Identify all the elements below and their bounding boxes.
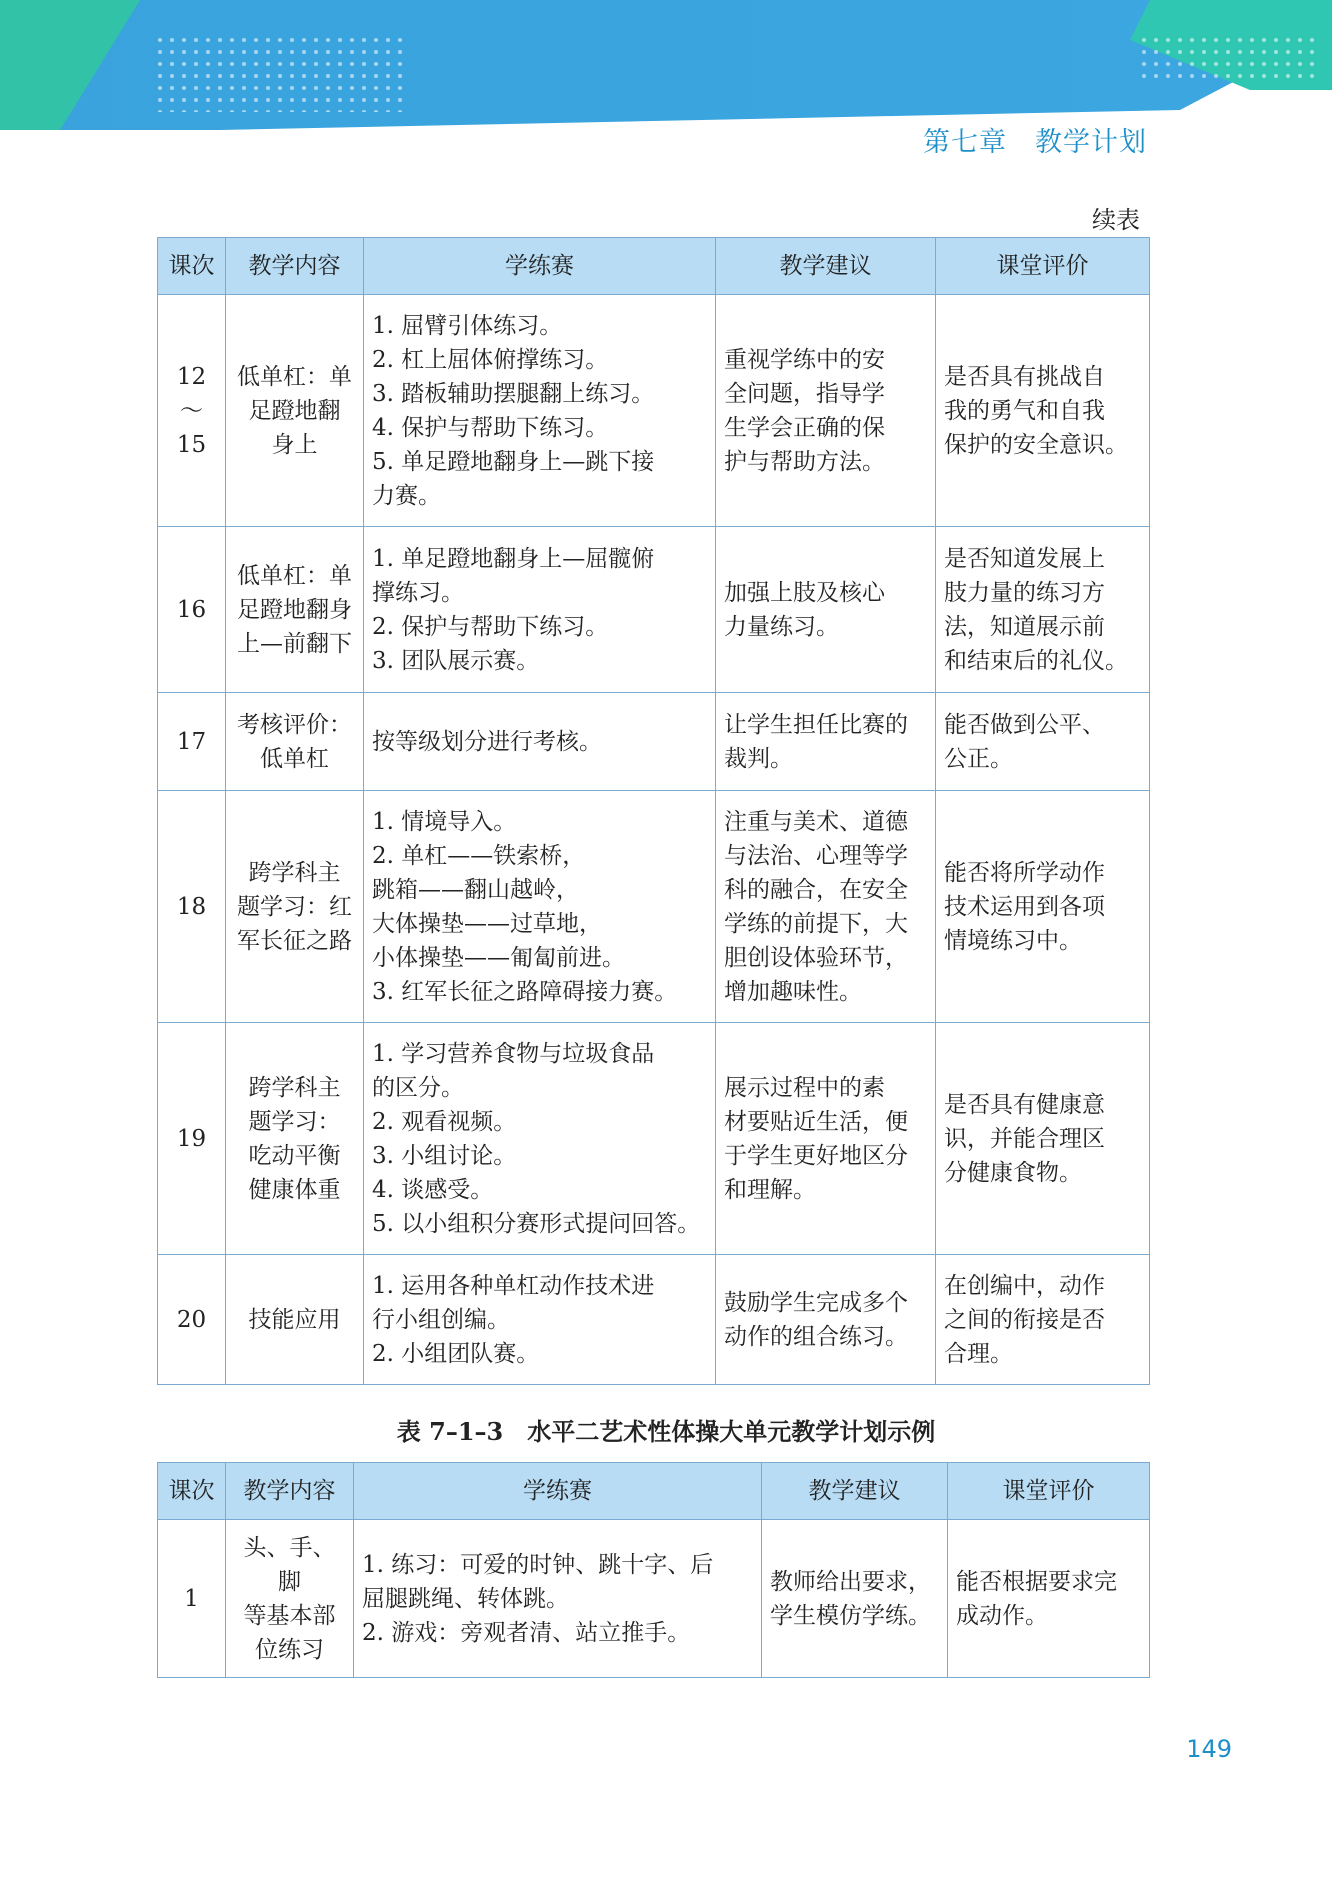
evaluation-cell-line: 在创编中，动作 bbox=[944, 1272, 1105, 1299]
suggestion-cell-line: 和理解。 bbox=[724, 1176, 816, 1203]
content-cell-line: 题学习： bbox=[248, 1108, 341, 1135]
lesson-cell bbox=[158, 295, 226, 527]
evaluation-cell-line: 能否做到公平、 bbox=[944, 711, 1105, 738]
lesson-cell bbox=[158, 1023, 226, 1255]
evaluation-cell-line: 情境练习中。 bbox=[944, 927, 1082, 954]
content-cell-line: 军长征之路 bbox=[237, 927, 352, 954]
evaluation-cell-line: 法，知道展示前 bbox=[944, 613, 1105, 640]
suggestion-cell bbox=[716, 527, 936, 693]
practice-cell bbox=[354, 1520, 762, 1678]
practice-cell-line: 2. 保护与帮助下练习。 bbox=[372, 613, 609, 640]
evaluation-cell-line: 我的勇气和自我 bbox=[944, 397, 1105, 424]
content-cell bbox=[226, 1255, 364, 1385]
practice-cell-line: 3. 踏板辅助摆腿翻上练习。 bbox=[372, 380, 655, 407]
lesson-cell bbox=[158, 1255, 226, 1385]
practice-cell bbox=[364, 527, 716, 693]
content-cell-line: 低单杠：单 bbox=[237, 363, 352, 390]
suggestion-cell bbox=[762, 1520, 948, 1678]
evaluation-cell bbox=[936, 1023, 1150, 1255]
practice-cell bbox=[364, 295, 716, 527]
table-body bbox=[158, 295, 1150, 1385]
suggestion-cell-line: 科的融合，在安全 bbox=[724, 876, 908, 903]
suggestion-cell bbox=[716, 1023, 936, 1255]
suggestion-cell bbox=[716, 791, 936, 1023]
lesson-cell bbox=[158, 527, 226, 693]
practice-cell-line: 2. 小组团队赛。 bbox=[372, 1340, 540, 1367]
practice-cell-line: 3. 小组讨论。 bbox=[372, 1142, 517, 1169]
practice-cell-line: 1. 学习营养食物与垃圾食品 bbox=[372, 1040, 655, 1067]
lesson-cell-line: 17 bbox=[176, 728, 207, 755]
header-evaluation: 课堂评价 bbox=[936, 238, 1150, 295]
header-evaluation: 课堂评价 bbox=[948, 1463, 1150, 1520]
practice-cell-line: 屈腿跳绳、转体跳。 bbox=[362, 1585, 569, 1612]
suggestion-cell bbox=[716, 693, 936, 791]
suggestion-cell-line: 加强上肢及核心 bbox=[724, 579, 885, 606]
content-cell-line: 足蹬地翻身 bbox=[237, 596, 352, 623]
table-row bbox=[158, 295, 1150, 527]
content-cell-line: 上—前翻下 bbox=[237, 630, 352, 657]
lesson-cell-line: 1 bbox=[184, 1585, 199, 1612]
lesson-cell-line: 18 bbox=[176, 893, 207, 920]
evaluation-cell bbox=[948, 1520, 1150, 1678]
suggestion-cell-line: 学练的前提下，大 bbox=[724, 910, 908, 937]
lesson-plan-table-continued bbox=[157, 237, 1150, 1385]
practice-cell-line: 4. 谈感受。 bbox=[372, 1176, 494, 1203]
practice-cell bbox=[364, 1023, 716, 1255]
evaluation-cell bbox=[936, 527, 1150, 693]
practice-cell-line: 1. 练习：可爱的时钟、跳十字、后 bbox=[362, 1551, 714, 1578]
content-cell-line: 吃动平衡 bbox=[248, 1142, 341, 1169]
content-cell-line: 位练习 bbox=[255, 1636, 324, 1663]
suggestion-cell bbox=[716, 295, 936, 527]
evaluation-cell bbox=[936, 1255, 1150, 1385]
content-cell-line: 等基本部 bbox=[243, 1602, 336, 1629]
header-suggestion: 教学建议 bbox=[762, 1463, 948, 1520]
evaluation-cell-line: 公正。 bbox=[944, 745, 1013, 772]
lesson-cell-line: 15 bbox=[176, 431, 207, 458]
table-body bbox=[158, 1520, 1150, 1678]
practice-cell-line: 撑练习。 bbox=[372, 579, 464, 606]
suggestion-cell-line: 动作的组合练习。 bbox=[724, 1323, 908, 1350]
table-header-row bbox=[158, 238, 1150, 295]
suggestion-cell-line: 生学会正确的保 bbox=[724, 414, 885, 441]
evaluation-cell-line: 是否知道发展上 bbox=[944, 545, 1105, 572]
lesson-cell-line: ～ bbox=[180, 397, 203, 424]
lesson-cell-line: 12 bbox=[176, 363, 207, 390]
artistic-gymnastics-plan-table bbox=[157, 1462, 1150, 1678]
practice-cell-line: 按等级划分进行考核。 bbox=[372, 728, 602, 755]
table-row bbox=[158, 1520, 1150, 1678]
table-row bbox=[158, 791, 1150, 1023]
content-cell bbox=[226, 791, 364, 1023]
evaluation-cell-line: 肢力量的练习方 bbox=[944, 579, 1105, 606]
header-practice: 学练赛 bbox=[364, 238, 716, 295]
practice-cell-line: 2. 游戏：旁观者清、站立推手。 bbox=[362, 1619, 691, 1646]
table-row bbox=[158, 1023, 1150, 1255]
practice-cell-line: 2. 杠上屈体俯撑练习。 bbox=[372, 346, 609, 373]
suggestion-cell-line: 力量练习。 bbox=[724, 613, 839, 640]
content-cell bbox=[226, 295, 364, 527]
lesson-cell bbox=[158, 1520, 226, 1678]
content-cell-line: 跨学科主 bbox=[248, 1074, 341, 1101]
evaluation-cell-line: 分健康食物。 bbox=[944, 1159, 1082, 1186]
evaluation-cell-line: 成动作。 bbox=[956, 1602, 1048, 1629]
practice-cell-line: 5. 单足蹬地翻身上—跳下接 bbox=[372, 448, 655, 475]
table-caption: 表 7–1–3 水平二艺术性体操大单元教学计划示例 bbox=[396, 1417, 936, 1446]
evaluation-cell-line: 合理。 bbox=[944, 1340, 1013, 1367]
suggestion-cell-line: 全问题，指导学 bbox=[724, 380, 885, 407]
header-content: 教学内容 bbox=[226, 238, 364, 295]
lesson-cell-line: 20 bbox=[176, 1306, 207, 1333]
content-cell bbox=[226, 1520, 354, 1678]
header-practice: 学练赛 bbox=[354, 1463, 762, 1520]
practice-cell bbox=[364, 693, 716, 791]
suggestion-cell-line: 注重与美术、道德 bbox=[724, 808, 908, 835]
lesson-cell bbox=[158, 693, 226, 791]
practice-cell-line: 1. 运用各种单杠动作技术进 bbox=[372, 1272, 655, 1299]
suggestion-cell-line: 裁判。 bbox=[724, 745, 793, 772]
evaluation-cell-line: 识，并能合理区 bbox=[944, 1125, 1105, 1152]
content-cell-line: 头、手、脚 bbox=[243, 1534, 336, 1595]
evaluation-cell-line: 保护的安全意识。 bbox=[944, 431, 1128, 458]
practice-cell-line: 的区分。 bbox=[372, 1074, 464, 1101]
practice-cell-line: 2. 观看视频。 bbox=[372, 1108, 517, 1135]
lesson-cell-line: 19 bbox=[176, 1125, 207, 1152]
content-cell bbox=[226, 693, 364, 791]
practice-cell-line: 1. 单足蹬地翻身上—屈髋俯 bbox=[372, 545, 655, 572]
evaluation-cell-line: 是否具有健康意 bbox=[944, 1091, 1105, 1118]
table-row bbox=[158, 693, 1150, 791]
practice-cell-line: 小体操垫——匍匐前进。 bbox=[372, 944, 625, 971]
evaluation-cell-line: 能否将所学动作 bbox=[944, 859, 1105, 886]
continued-label: 续表 bbox=[1092, 206, 1140, 234]
header-content: 教学内容 bbox=[226, 1463, 354, 1520]
evaluation-cell bbox=[936, 693, 1150, 791]
table-row bbox=[158, 527, 1150, 693]
evaluation-cell-line: 技术运用到各项 bbox=[944, 893, 1105, 920]
suggestion-cell-line: 增加趣味性。 bbox=[724, 978, 862, 1005]
practice-cell-line: 力赛。 bbox=[372, 482, 441, 509]
evaluation-cell-line: 之间的衔接是否 bbox=[944, 1306, 1105, 1333]
table-row bbox=[158, 1255, 1150, 1385]
content-cell bbox=[226, 527, 364, 693]
practice-cell-line: 行小组创编。 bbox=[372, 1306, 510, 1333]
header-lesson: 课次 bbox=[158, 238, 226, 295]
suggestion-cell-line: 护与帮助方法。 bbox=[724, 448, 885, 475]
suggestion-cell-line: 让学生担任比赛的 bbox=[724, 711, 908, 738]
header-banner bbox=[0, 0, 1332, 130]
suggestion-cell bbox=[716, 1255, 936, 1385]
content-cell bbox=[226, 1023, 364, 1255]
table-header-row bbox=[158, 1463, 1150, 1520]
content-cell-line: 跨学科主 bbox=[248, 859, 341, 886]
page-number: 149 bbox=[1186, 1735, 1232, 1763]
content-cell-line: 题学习：红 bbox=[237, 893, 352, 920]
practice-cell-line: 大体操垫——过草地， bbox=[372, 910, 602, 937]
suggestion-cell-line: 重视学练中的安 bbox=[724, 346, 885, 373]
suggestion-cell-line: 展示过程中的素 bbox=[724, 1074, 885, 1101]
practice-cell-line: 1. 屈臂引体练习。 bbox=[372, 312, 563, 339]
evaluation-cell bbox=[936, 791, 1150, 1023]
practice-cell-line: 1. 情境导入。 bbox=[372, 808, 517, 835]
evaluation-cell-line: 是否具有挑战自 bbox=[944, 363, 1105, 390]
suggestion-cell-line: 于学生更好地区分 bbox=[724, 1142, 908, 1169]
practice-cell bbox=[364, 791, 716, 1023]
content-cell-line: 考核评价： bbox=[237, 711, 352, 738]
chapter-title: 第七章 教学计划 bbox=[923, 127, 1147, 158]
lesson-cell bbox=[158, 791, 226, 1023]
evaluation-cell bbox=[936, 295, 1150, 527]
practice-cell-line: 3. 红军长征之路障碍接力赛。 bbox=[372, 978, 678, 1005]
practice-cell bbox=[364, 1255, 716, 1385]
practice-cell-line: 2. 单杠——铁索桥， bbox=[372, 842, 586, 869]
practice-cell-line: 3. 团队展示赛。 bbox=[372, 647, 540, 674]
header-lesson: 课次 bbox=[158, 1463, 226, 1520]
suggestion-cell-line: 材要贴近生活，便 bbox=[724, 1108, 908, 1135]
suggestion-cell-line: 与法治、心理等学 bbox=[724, 842, 908, 869]
content-cell-line: 低单杠：单 bbox=[237, 562, 352, 589]
suggestion-cell-line: 学生模仿学练。 bbox=[770, 1602, 931, 1629]
content-cell-line: 健康体重 bbox=[248, 1176, 341, 1203]
content-cell-line: 技能应用 bbox=[248, 1306, 341, 1333]
suggestion-cell-line: 胆创设体验环节， bbox=[724, 944, 908, 971]
content-cell-line: 低单杠 bbox=[260, 745, 329, 772]
lesson-cell-line: 16 bbox=[176, 596, 207, 623]
evaluation-cell-line: 和结束后的礼仪。 bbox=[944, 647, 1128, 674]
suggestion-cell-line: 鼓励学生完成多个 bbox=[724, 1289, 908, 1316]
evaluation-cell-line: 能否根据要求完 bbox=[956, 1568, 1117, 1595]
header-suggestion: 教学建议 bbox=[716, 238, 936, 295]
practice-cell-line: 5. 以小组积分赛形式提问回答。 bbox=[372, 1210, 701, 1237]
content-cell-line: 身上 bbox=[271, 431, 318, 458]
practice-cell-line: 4. 保护与帮助下练习。 bbox=[372, 414, 609, 441]
practice-cell-line: 跳箱——翻山越岭， bbox=[372, 876, 579, 903]
suggestion-cell-line: 教师给出要求， bbox=[770, 1568, 931, 1595]
content-cell-line: 足蹬地翻 bbox=[248, 397, 341, 424]
